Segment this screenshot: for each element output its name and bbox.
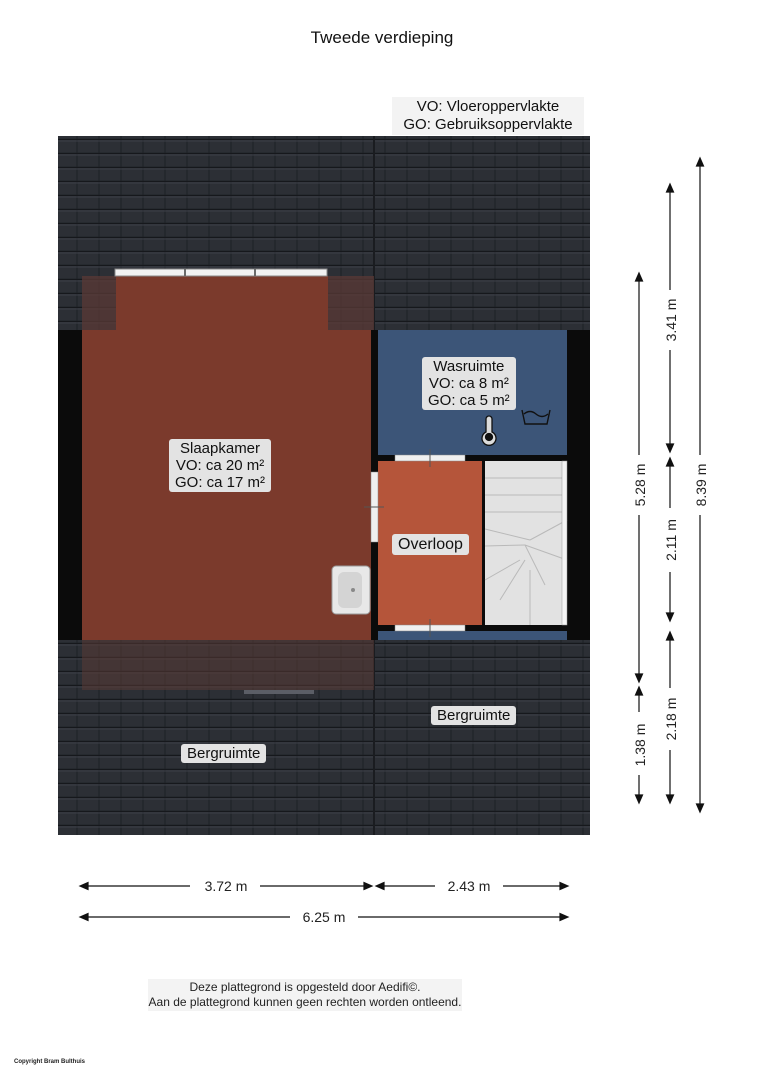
dim-138: 1.38 m xyxy=(632,723,648,767)
slaapkamer-vo: VO: ca 20 m² xyxy=(175,457,265,474)
dim-218: 2.18 m xyxy=(663,697,679,741)
sink-basin xyxy=(338,572,362,608)
wasruimte-go: GO: ca 5 m² xyxy=(428,392,510,409)
room-label-bergruimte-left xyxy=(181,744,266,763)
copyright: Copyright Bram Bulthuis xyxy=(14,1059,86,1065)
overloop-name: Overloop xyxy=(398,536,463,553)
lower-roof-tint xyxy=(82,640,374,690)
dormer-right-tint xyxy=(328,276,374,330)
wall-stair xyxy=(482,461,485,625)
disclaimer-line-2: Aan de plattegrond kunnen geen rechten worden ontleend. xyxy=(148,995,462,1009)
dim-width-total: 6.25 m xyxy=(302,909,346,925)
bergruimte-left-name: Bergruimte xyxy=(187,745,261,762)
dormer-window xyxy=(115,269,327,276)
dim-211: 2.11 m xyxy=(663,519,679,561)
disclaimer xyxy=(148,979,462,1011)
wall-left xyxy=(58,330,82,640)
room-label-wasruimte xyxy=(422,357,516,410)
bergruimte-right-name: Bergruimte xyxy=(437,707,511,724)
wasruimte-name: Wasruimte xyxy=(433,358,505,375)
room-label-overloop xyxy=(392,534,469,555)
wasruimte-lower-strip xyxy=(378,630,567,640)
stairs-railing xyxy=(562,461,567,625)
room-label-bergruimte-right xyxy=(431,706,516,725)
stairs xyxy=(485,461,567,625)
dormer-left-tint xyxy=(82,276,116,330)
floor-title: Tweede verdieping xyxy=(310,28,454,47)
wall-right xyxy=(567,330,590,640)
legend-vo: VO: Vloeroppervlakte xyxy=(416,98,560,115)
dim-width-left: 3.72 m xyxy=(204,878,248,894)
roof-window xyxy=(244,690,314,694)
disclaimer-line-1: Deze plattegrond is opgesteld door Aedifi©. xyxy=(189,980,421,994)
wasruimte-vo: VO: ca 8 m² xyxy=(428,375,509,392)
slaapkamer-go: GO: ca 17 m² xyxy=(175,474,266,491)
dim-528: 5.28 m xyxy=(632,463,648,507)
room-label-slaapkamer xyxy=(169,439,271,492)
dim-341: 3.41 m xyxy=(663,298,679,342)
dim-width-right: 2.43 m xyxy=(447,878,491,894)
slaapkamer-name: Slaapkamer xyxy=(179,440,261,457)
sink-drain xyxy=(351,588,355,592)
dim-839: 8.39 m xyxy=(693,463,709,507)
legend-go: GO: Gebruiksoppervlakte xyxy=(403,116,573,133)
